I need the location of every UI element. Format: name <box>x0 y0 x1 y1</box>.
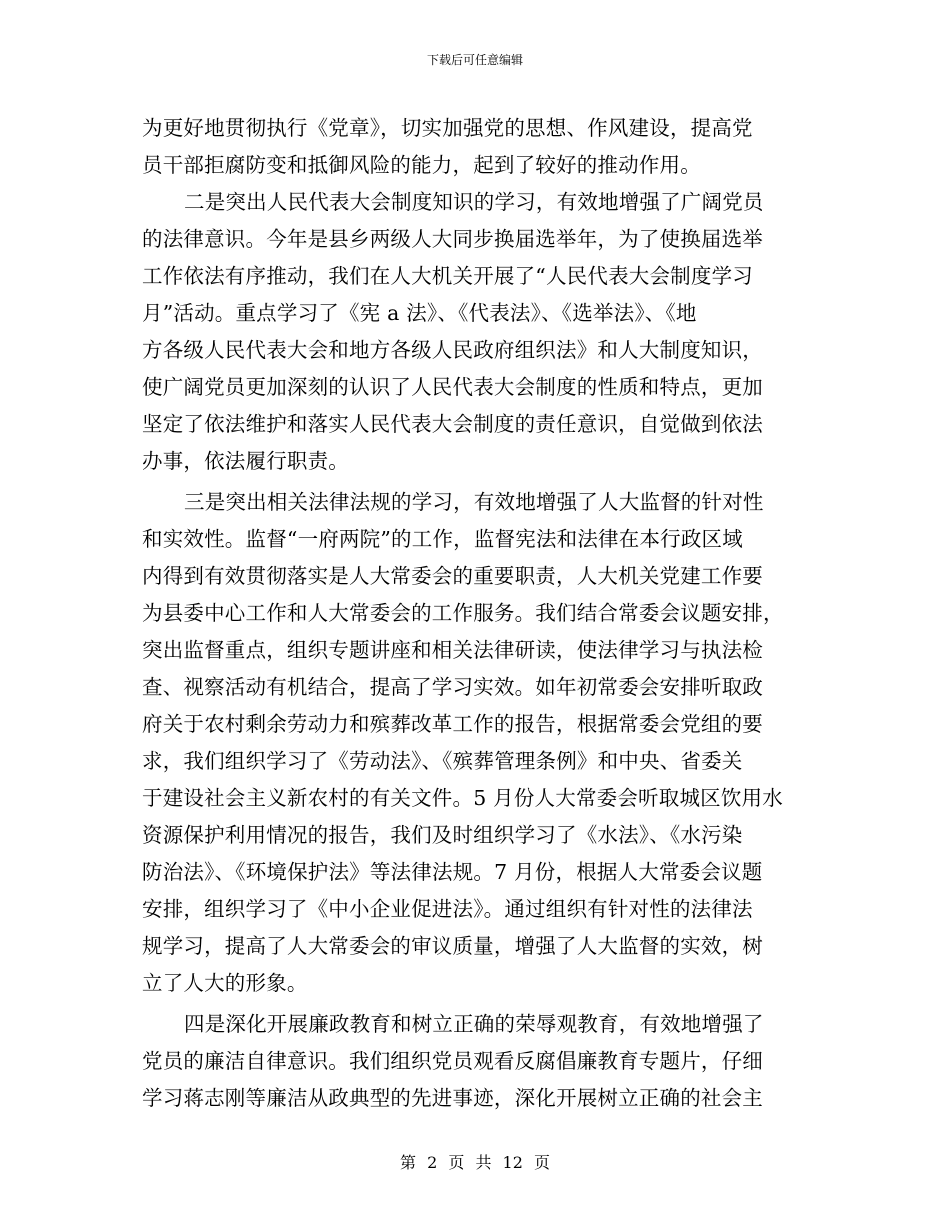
text-line: 立了人大的形象。 <box>142 971 308 995</box>
document-body <box>142 110 814 1117</box>
text-line: 工作依法有序推动，我们在人大机关开展了“人民代表大会制度学习 <box>142 264 753 288</box>
text-line: 为县委中心工作和人大常委会的工作服务。我们结合常委会议题安排， <box>142 601 784 625</box>
page-number-footer: 第 2 页 共 12 页 <box>400 1153 550 1172</box>
text-line: 于建设社会主义新农村的有关文件。5 月份人大常委会听取城区饮用水 <box>142 786 783 810</box>
paragraph <box>142 1006 814 1117</box>
text-line: 方各级人民代表大会和地方各级人民政府组织法》和人大制度知识， <box>142 338 763 362</box>
text-line: 突出监督重点，组织专题讲座和相关法律研读，使法律学习与执法检 <box>142 638 763 662</box>
text-line: 规学习，提高了人大常委会的审议质量，增强了人大监督的实效，树 <box>142 934 763 958</box>
paragraph <box>142 110 814 184</box>
text-line: 和实效性。监督“一府两院”的工作，监督宪法和法律在本行政区域 <box>142 527 743 551</box>
text-line: 党员的廉洁自律意识。我们组织党员观看反腐倡廉教育专题片，仔细 <box>142 1049 763 1073</box>
text-line: 四是深化开展廉政教育和树立正确的荣辱观教育，有效地增强了 <box>184 1012 764 1036</box>
text-line: 内得到有效贯彻落实是人大常委会的重要职责，人大机关党建工作要 <box>142 564 763 588</box>
text-line: 为更好地贯彻执行《党章》，切实加强党的思想、作风建设，提高党 <box>142 116 753 140</box>
text-line: 资源保护利用情况的报告，我们及时组织学习了《水法》、《水污染 <box>142 823 743 847</box>
page-header: 下载后可任意编辑 <box>426 53 523 67</box>
text-line: 二是突出人民代表大会制度知识的学习，有效地增强了广阔党员 <box>184 190 764 214</box>
text-line: 三是突出相关法律法规的学习，有效地增强了人大监督的针对性 <box>184 490 764 514</box>
text-line: 安排，组织学习了《中小企业促进法》。通过组织有针对性的法律法 <box>142 897 753 921</box>
text-line: 办事，依法履行职责。 <box>142 449 349 473</box>
text-line: 查、视察活动有机结合，提高了学习实效。如年初常委会安排听取政 <box>142 675 763 699</box>
paragraph <box>142 184 814 480</box>
text-line: 府关于农村剩余劳动力和殡葬改革工作的报告，根据常委会党组的要 <box>142 712 763 736</box>
text-line: 学习蒋志刚等廉洁从政典型的先进事迹，深化开展树立正确的社会主 <box>142 1086 763 1110</box>
text-line: 的法律意识。今年是县乡两级人大同步换届选举年，为了使换届选举 <box>142 227 763 251</box>
text-line: 坚定了依法维护和落实人民代表大会制度的责任意识，自觉做到依法 <box>142 412 763 436</box>
text-line: 月”活动。重点学习了《宪 a 法》、《代表法》、《选举法》、《地 <box>142 301 697 325</box>
text-line: 求，我们组织学习了《劳动法》、《殡葬管理条例》和中央、省委关 <box>142 749 743 773</box>
paragraph <box>142 484 814 1002</box>
text-line: 防治法》、《环境保护法》等法律法规。7 月份，根据人大常委会议题 <box>142 860 763 884</box>
text-line: 员干部拒腐防变和抵御风险的能力，起到了较好的推动作用。 <box>142 153 701 177</box>
text-line: 使广阔党员更加深刻的认识了人民代表大会制度的性质和特点，更加 <box>142 375 763 399</box>
